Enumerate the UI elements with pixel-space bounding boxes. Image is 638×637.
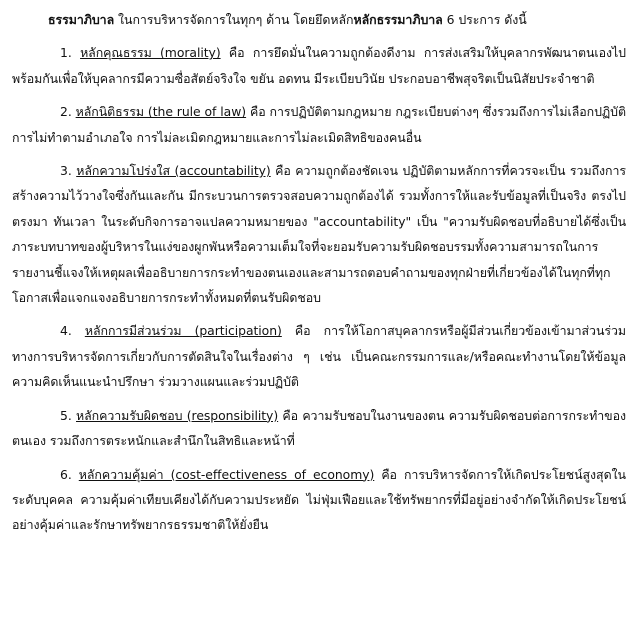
principle-body: คือ ความถูกต้องชัดเจน ปฏิบัติตามหลักการที่ควรจะเป็น รวมถึงการสร้างความไว้วางใจซึ่งกันและกัน มีกระบวนการตรวจสอบความถูกต้องได้ รวมทั้งการให้และรับข้อมูลที่เป็นจริง ตรงไปตรงมา ทันเวลา ในระดับกิจการอาจแปลความหมายของ "accountability" เป็น "ความรับผิดชอบที่อธิบายได้ซึ่งเป็นภาระบทบาทของผู้บริหารในแง่ของผูกพันหรือความเต็มใจที่จะยอมรับความรับผิดชอบรรมทั้งความสามารถในการรายงานชี้แจงให้เหตุผลเพื่ออธิบายการกระทำของตนเองและสามารถตอบคำถามของทุกฝ่ายที่เกี่ยวข้องได้ในทุกที่ทุกโอกาสเพื่อแจกแจงอธิบายการกระทำทั้งหมดที่ตนรับผิดชอบ [12,163,626,306]
principle-number: 5. [60,407,77,423]
principle-number: 1. [60,45,81,61]
principle-title: หลักคุณธรรม (morality) [80,45,221,61]
principle-title: หลักการมีส่วนร่วม (participation) [84,323,282,339]
principle-title: หลักนิติธรรม (the rule of law) [75,104,247,120]
principle-body: คือ ความรับชอบในงานของตน ความรับผิดชอบต่อการกระทำของตนเอง รวมถึงการตระหนักและสำนึกในสิทธิและหน้าที่ [12,407,626,449]
intro-paragraph [12,7,626,32]
intro-term: ธรรมาภิบาล [48,12,115,27]
principle-number: 2. [60,104,76,120]
principle-accountability [12,158,626,310]
principle-body: คือ การให้โอกาสบุคลากรหรือผู้มีส่วนเกี่ยวข้องเข้ามาส่วนร่วมทางการบริหารจัดการเกี่ยวกับการตัดสินใจในเรื่องต่าง ๆ เช่น เป็นคณะกรรมการและ/หรือคณะทำงานโดยให้ข้อมูลความคิดเห็นแนะนำปรึกษา ร่วมวางแผนและร่วมปฏิบัติ [12,323,626,390]
intro-text-2: 6 ประการ ดังนี้ [442,12,527,27]
principle-number: 6. [60,466,79,482]
principle-title: หลักความรับผิดชอบ (responsibility) [76,407,279,423]
principle-rule-of-law [12,99,626,150]
principle-morality [12,40,626,91]
principle-number: 4. [60,323,85,339]
principle-body: คือ การปฏิบัติตามกฎหมาย กฎระเบียบต่างๆ ซึ่งรวมถึงการไม่เลือกปฏิบัติ การไม่ทำตามอำเภอใจ การไม่ละเมิดกฎหมายและการไม่ละเมิดสิทธิของคนอื่น [12,104,626,145]
principle-participation [12,318,626,394]
principle-body: คือ การยึดมั่นในความถูกต้องดีงาม การส่งเสริมให้บุคลากรพัฒนาตนเองไปพร้อมกันเพื่อให้บุคลากรมีความซื่อสัตย์จริงใจ ขยัน อดทน มีระเบียบวินัย ประกอบอาชีพสุจริตเป็นนิสัยประจำชาติ [12,45,626,86]
document-body [12,7,626,546]
intro-principle-term: หลักธรรมาภิบาล [353,12,443,27]
principle-number: 3. [60,163,77,179]
principle-title: หลักความโปร่งใส (accountability) [76,163,271,179]
intro-text-1: ในการบริหารจัดการในทุกๆ ด้าน โดยยึดหลัก [114,12,354,27]
principle-cost-effectiveness [12,462,626,538]
principle-body: คือ การบริหารจัดการให้เกิดประโยชน์สูงสุดในระดับบุคคล ความคุ้มค่าเทียบเคียงได้กับความประหยัด ไม่ฟุ่มเฟือยและใช้ทรัพยากรที่มีอยู่อย่างจำกัดให้เกิดประโยชน์อย่างคุ้มค่าและรักษาทรัพยากรธรรมชาติให้ยั่งยืน [12,466,626,533]
principle-title: หลักความคุ้มค่า (cost-effectiveness of economy) [78,466,375,482]
principle-responsibility [12,403,626,454]
